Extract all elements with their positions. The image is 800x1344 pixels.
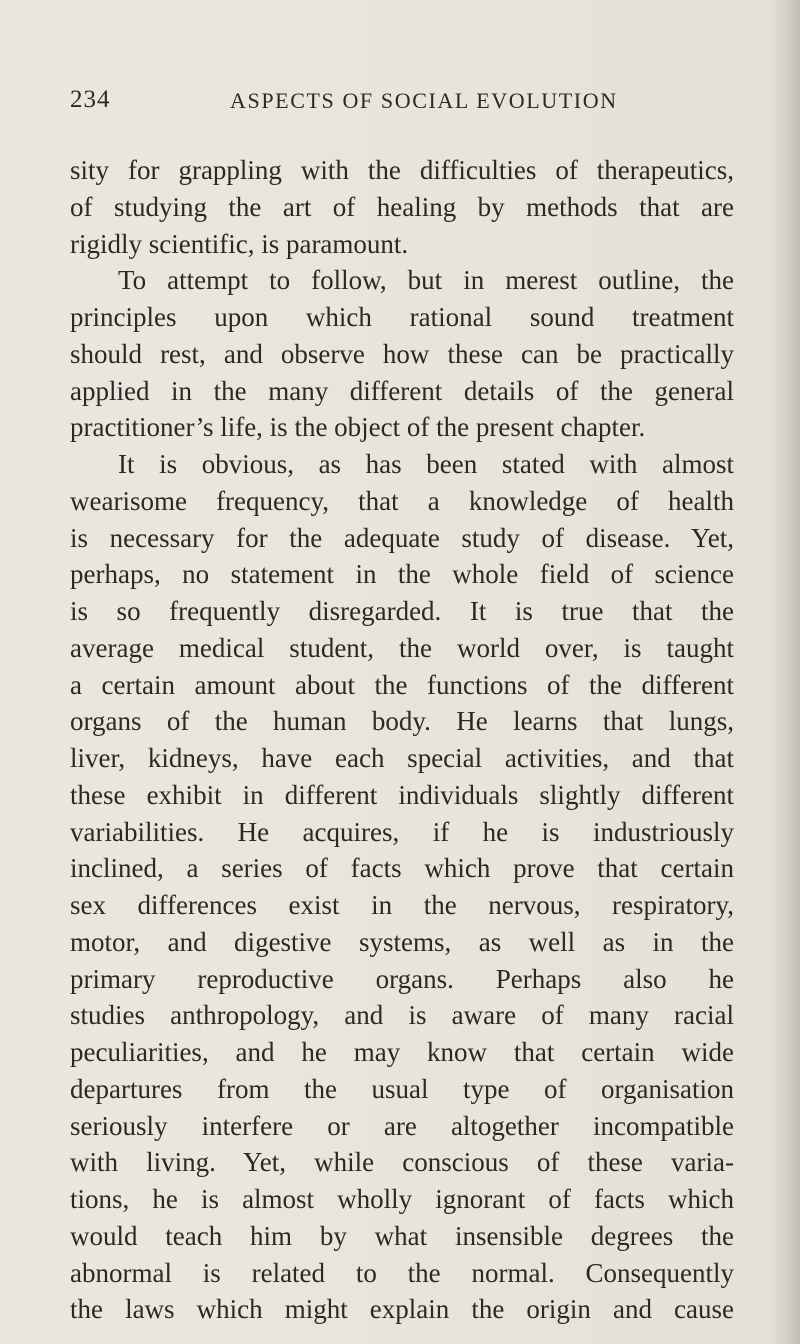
text-line: these exhibit in different individuals slightly different: [70, 779, 734, 810]
text-line: departures from the usual type of organisation: [70, 1073, 734, 1104]
text-line: of studying the art of healing by methods that are: [70, 191, 734, 222]
text-line: It is obvious, as has been stated with almost: [118, 449, 734, 479]
text-line: sex differences exist in the nervous, respiratory,: [70, 890, 734, 920]
text-line: wearisome frequency, that a knowledge of health: [70, 485, 734, 516]
running-head: ASPECTS OF SOCIAL EVOLUTION: [230, 88, 618, 113]
text-line: primary reproductive organs. Perhaps also he: [70, 963, 734, 994]
text-line: abnormal is related to the normal. Consequently: [70, 1257, 734, 1288]
body-text: [70, 152, 734, 1328]
text-line: is necessary for the adequate study of disease. Yet,: [70, 522, 734, 553]
text-line: seriously interfere or are altogether incompatible: [70, 1110, 734, 1141]
text-line: average medical student, the world over, is taught: [70, 632, 734, 663]
text-line: motor, and digestive systems, as well as in the: [70, 926, 734, 957]
text-line: the laws which might explain the origin and cause: [70, 1294, 734, 1325]
text-line: practitioner’s life, is the object of the present chapter.: [70, 412, 646, 443]
text-line: peculiarities, and he may know that certain wide: [70, 1037, 734, 1067]
page-header: [70, 86, 734, 126]
text-line: with living. Yet, while conscious of these varia-: [70, 1147, 734, 1178]
text-line: organs of the human body. He learns that lungs,: [70, 706, 734, 737]
text-line: rigidly scientific, is paramount.: [70, 228, 409, 259]
text-line: is so frequently disregarded. It is true that the: [70, 596, 734, 626]
text-line: inclined, a series of facts which prove that certain: [70, 853, 734, 884]
text-line: perhaps, no statement in the whole field of science: [70, 559, 734, 590]
text-line: principles upon which rational sound treatment: [70, 302, 734, 332]
text-line: applied in the many different details of the general: [70, 375, 734, 406]
page-number: 234: [70, 86, 111, 113]
text-line: liver, kidneys, have each special activities, and that: [70, 743, 734, 773]
text-line: would teach him by what insensible degrees the: [70, 1220, 734, 1251]
text-line: variabilities. He acquires, if he is industriously: [70, 816, 734, 847]
text-line: studies anthropology, and is aware of many racial: [70, 1000, 734, 1031]
page-edge-shadow: [770, 0, 800, 1344]
text-line: tions, he is almost wholly ignorant of facts which: [70, 1184, 734, 1214]
text-line: a certain amount about the functions of the different: [70, 669, 734, 700]
text-line: To attempt to follow, but in merest outline, the: [118, 265, 734, 296]
text-line: should rest, and observe how these can be practically: [70, 338, 734, 369]
text-line: sity for grappling with the difficulties of therapeutics,: [70, 155, 734, 185]
